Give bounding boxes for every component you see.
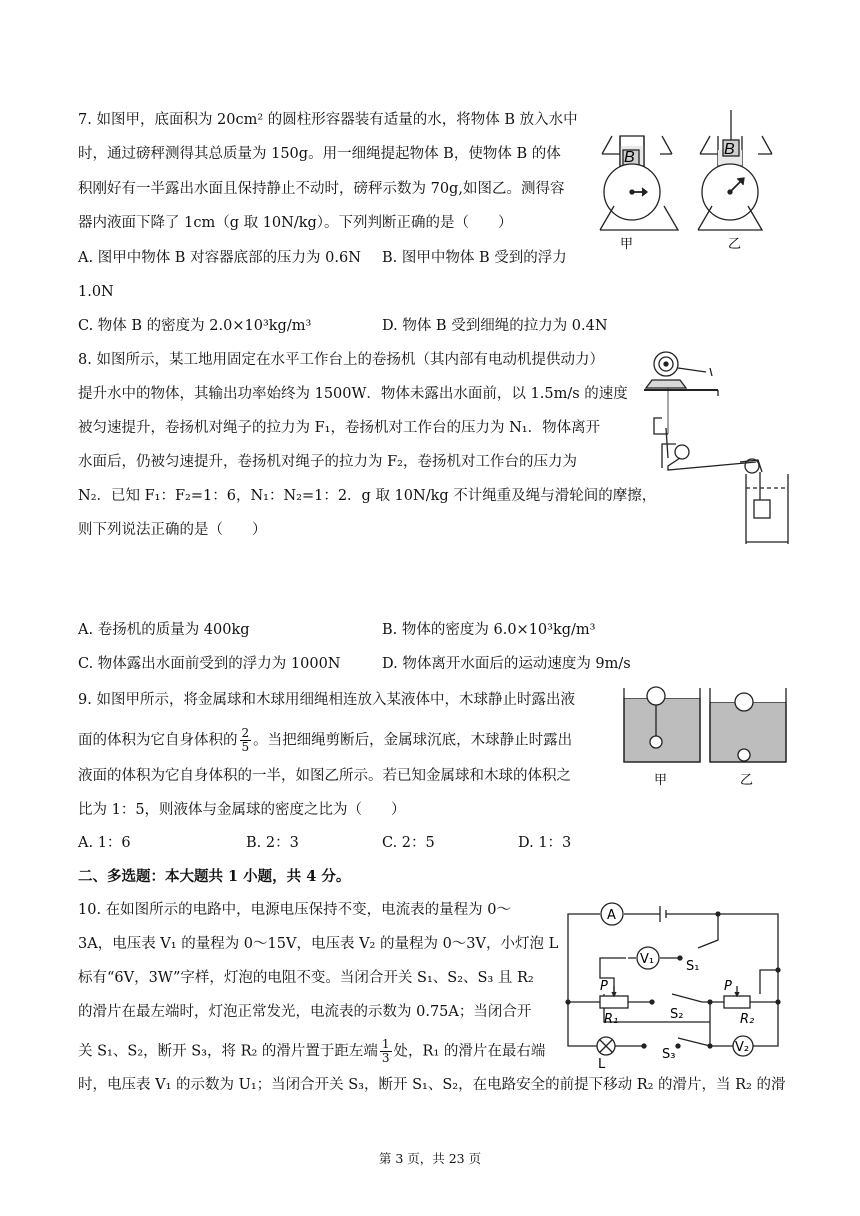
q7-fig-yi-b: B (724, 141, 735, 158)
q9-balls-figure (620, 684, 792, 788)
q10-line-3: 标有“6V，3W”字样，灯泡的电阻不变。当闭合开关 S₁、S₂、S₃ 且 R₂ (78, 970, 534, 986)
q7-scale-figure (594, 106, 790, 254)
q7-option-a: A. 图甲中物体 B 对容器底部的压力为 0.6N (78, 250, 361, 266)
q8-option-c: C. 物体露出水面前受到的浮力为 1000N (78, 656, 341, 672)
q7-option-c: C. 物体 B 的密度为 2.0×10³kg/m³ (78, 318, 312, 334)
q10-r1-label: R₁ (604, 1012, 619, 1027)
q7-option-b-cont: 1.0N (78, 284, 114, 300)
q8-line-6: 则下列说法正确的是（ ） (78, 522, 267, 538)
q10-line-6: 时，电压表 V₁ 的示数为 U₁；当闭合开关 S₃，断开 S₁、S₂，在电路安全的前提下移动 R₂ 的滑片，当 R₂ 的滑 (78, 1077, 786, 1093)
q8-line-1: 8. 如图所示，某工地用固定在水平工作台上的卷扬机（其内部有电动机提供动力） (78, 352, 604, 368)
q10-fraction (380, 1038, 392, 1065)
page-footer: 第 3 页，共 23 页 (378, 1151, 482, 1166)
q8-line-4: 水面后，仍被匀速提升，卷扬机对绳子的拉力为 F₂，卷扬机对工作台的压力为 (78, 454, 577, 470)
q9-line-2 (78, 727, 572, 754)
q10-circuit-figure (560, 898, 800, 1070)
q9-line-1: 9. 如图甲所示，将金属球和木球用细绳相连放入某液体中，木球静止时露出液 (78, 692, 575, 708)
q10-line-5 (78, 1038, 545, 1065)
section-2-heading: 二、多选题：本大题共 1 小题，共 4 分。 (78, 868, 351, 885)
q10-line-4: 的滑片在最左端时，灯泡正常发光，电流表的示数为 0.75A；当闭合开 (78, 1004, 532, 1020)
q7-line-4: 器内液面下降了 1cm（g 取 10N/kg）。下列判断正确的是（ ） (78, 215, 513, 231)
q10-slider-p2-label: P (724, 979, 732, 994)
q8-option-d: D. 物体离开水面后的运动速度为 9m/s (382, 656, 631, 672)
q8-winch-figure (640, 348, 790, 544)
q9-line-2-start: 面的体积为它自身体积的 (78, 732, 238, 749)
q10-ammeter-label: A (607, 908, 616, 923)
q9-line-2-end: 。当把细绳剪断后，金属球沉底，木球静止时露出 (253, 732, 573, 749)
q8-option-b: B. 物体的密度为 6.0×10³kg/m³ (382, 622, 596, 638)
q9-option-d: D. 1：3 (518, 835, 572, 851)
q10-slider-p1-label: P (600, 979, 608, 994)
q10-line-2: 3A，电压表 V₁ 的量程为 0～15V，电压表 V₂ 的量程为 0～3V，小灯泡 L (78, 936, 559, 952)
q9-option-c: C. 2：5 (382, 835, 435, 851)
q10-line-5-end: 处，R₁ 的滑片在最右端 (393, 1043, 546, 1060)
q7-line-3: 积刚好有一半露出水面且保持静止不动时，磅秤示数为 70g,如图乙。测得容 (78, 181, 565, 197)
q10-lamp-label: L (598, 1057, 606, 1070)
q10-switch-s1-label: S₁ (686, 959, 700, 974)
q7-option-b: B. 图甲中物体 B 受到的浮力 (382, 250, 567, 266)
q10-voltmeter-v2-label: V₂ (735, 1040, 750, 1055)
q8-option-a: A. 卷扬机的质量为 400kg (78, 622, 250, 638)
q7-fig-jia-b: B (624, 149, 635, 166)
q10-line-5-start: 关 S₁、S₂，断开 S₃，将 R₂ 的滑片置于距左端 (78, 1043, 378, 1060)
q9-fraction-denominator: 5 (241, 740, 250, 754)
q9-option-b: B. 2：3 (246, 835, 299, 851)
q10-fraction-denominator: 3 (381, 1051, 390, 1065)
q9-option-a: A. 1：6 (78, 835, 131, 851)
q7-line-1: 7. 如图甲，底面积为 20cm² 的圆柱形容器装有适量的水，将物体 B 放入水中 (78, 112, 578, 128)
q7-line-2: 时，通过磅秤测得其总质量为 150g。用一细绳提起物体 B，使物体 B 的体 (78, 146, 561, 162)
q9-line-3: 液面的体积为它自身体积的一半，如图乙所示。若已知金属球和木球的体积之 (78, 768, 571, 784)
q10-r2-label: R₂ (740, 1012, 755, 1027)
q9-fig-jia-label: 甲 (654, 773, 668, 788)
q8-line-5: N₂．已知 F₁：F₂=1：6，N₁：N₂=1：2．g 取 10N/kg 不计绳重及绳与滑轮间的摩擦， (78, 488, 657, 504)
q10-line-1: 10. 在如图所示的电路中，电源电压保持不变，电流表的量程为 0～ (78, 902, 512, 918)
q10-switch-s3-label: S₃ (662, 1047, 676, 1062)
q9-fraction-numerator: 2 (241, 726, 250, 740)
q7-fig-jia-label: 甲 (620, 237, 634, 252)
q9-fraction (240, 727, 252, 754)
q9-line-4: 比为 1：5，则液体与金属球的密度之比为（ ） (78, 802, 406, 818)
q10-fraction-numerator: 1 (381, 1037, 390, 1051)
q7-fig-yi-label: 乙 (728, 237, 742, 252)
q10-voltmeter-v1-label: V₁ (640, 952, 655, 967)
q7-option-d: D. 物体 B 受到细绳的拉力为 0.4N (382, 318, 608, 334)
q10-switch-s2-label: S₂ (670, 1007, 684, 1022)
q8-line-3: 被匀速提升，卷扬机对绳子的拉力为 F₁，卷扬机对工作台的压力为 N₁．物体离开 (78, 420, 601, 436)
q8-line-2: 提升水中的物体，其输出功率始终为 1500W．物体未露出水面前，以 1.5m/s 的速度 (78, 386, 628, 402)
q9-fig-yi-label: 乙 (740, 773, 754, 788)
